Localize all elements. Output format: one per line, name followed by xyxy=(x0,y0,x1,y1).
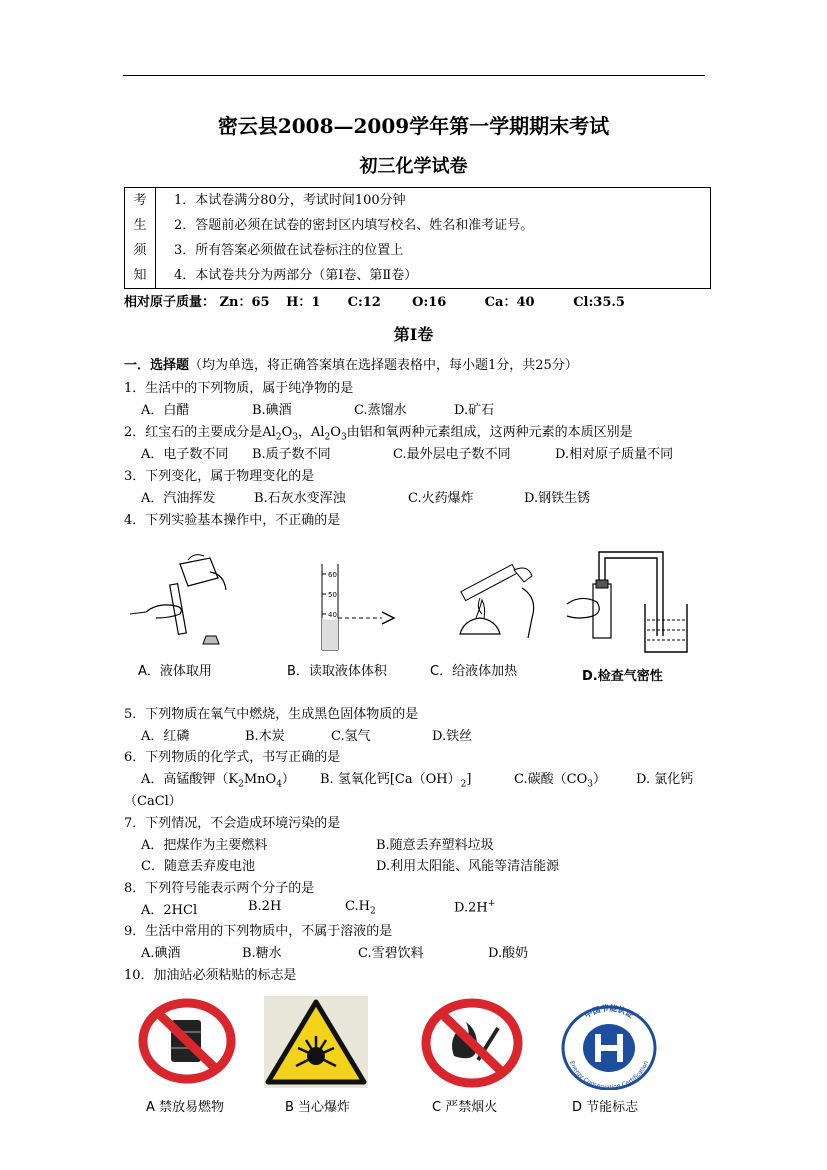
notice-items xyxy=(156,188,711,289)
q2-stem: 2．红宝石的主要成分是$Al_2O_3$，$Al_2O_3$由铝和氧两种元素组成，这两种元素的本质区别是 xyxy=(124,425,633,443)
q6-stem: 6．下列物质的化学式，书写正确的是 xyxy=(124,750,341,765)
q3-option-c[interactable]: C.火药爆炸 xyxy=(408,491,474,506)
q8-option-a[interactable]: A．2HCl xyxy=(141,903,198,918)
q3-stem: 3．下列变化，属于物理变化的是 xyxy=(124,469,315,484)
q3-option-d[interactable]: D.钢铁生锈 xyxy=(524,491,591,506)
q7-option-c[interactable]: C．随意丢弃废电池 xyxy=(141,859,255,874)
atomic-mass-h: H：1 xyxy=(286,295,321,310)
q5-stem: 5．下列物质在氧气中燃烧，生成黑色固体物质的是 xyxy=(124,707,419,722)
q6-option-d[interactable]: D. 氯化钙 xyxy=(636,772,694,787)
exam-subtitle: 初三化学试卷 xyxy=(359,156,468,177)
q3-option-b[interactable]: B.石灰水变浑浊 xyxy=(254,491,346,506)
q6-option-b[interactable]: B. 氢氧化钙$[Ca(OH)_2]$ xyxy=(320,772,472,790)
q5-option-d[interactable]: D.铁丝 xyxy=(432,729,473,744)
q9-option-a[interactable]: A.碘酒 xyxy=(141,946,181,961)
side-char: 知 xyxy=(133,268,147,283)
q7-option-a[interactable]: A．把煤作为主要燃料 xyxy=(141,838,268,853)
q6-option-d-cont: （CaCl） xyxy=(124,794,182,809)
q4-stem: 4．下列实验基本操作中，不正确的是 xyxy=(124,513,341,528)
section-intro-bold: 一．选择题 xyxy=(124,358,190,373)
q1-option-d[interactable]: D.矿石 xyxy=(454,403,495,418)
scale-label: 60 xyxy=(328,571,337,579)
q2-option-c[interactable]: C.最外层电子数不同 xyxy=(393,447,511,462)
q4-caption-a: A．液体取用 xyxy=(138,664,212,679)
q1-option-a[interactable]: A．白醋 xyxy=(141,403,190,418)
seal-top-text: 中国节能认证 xyxy=(582,1004,636,1021)
seal-bottom-text: Energy Conservation Certification xyxy=(568,1060,650,1090)
q7-option-d[interactable]: D.利用太阳能、风能等清洁能源 xyxy=(376,859,560,874)
exam-title: 密云县2008—2009学年第一学期期末考试 xyxy=(217,114,610,138)
q7-stem: 7．下列情况，不会造成环境污染的是 xyxy=(124,816,341,831)
q10-caption-b: B 当心爆炸 xyxy=(285,1100,351,1115)
q7-option-b[interactable]: B.随意丢弃塑料垃圾 xyxy=(376,838,494,853)
side-char: 须 xyxy=(133,243,147,258)
q6-option-c[interactable]: C.碳酸$(CO_3)$ xyxy=(514,772,606,790)
q3-option-a[interactable]: A．汽油挥发 xyxy=(141,491,216,506)
atomic-mass-c: C:12 xyxy=(347,295,381,310)
notice-side-label xyxy=(125,188,156,289)
q8-stem: 8．下列符号能表示两个分子的是 xyxy=(124,881,315,896)
q1-option-b[interactable]: B.碘酒 xyxy=(252,403,292,418)
heating-liquid-figure xyxy=(440,548,550,652)
no-flammables-sign-icon xyxy=(137,998,237,1084)
scale-label: 40 xyxy=(328,611,337,619)
q10-caption-d: D 节能标志 xyxy=(572,1100,639,1115)
q2-option-d[interactable]: D.相对原子质量不同 xyxy=(555,447,674,462)
atomic-mass-cl: Cl:35.5 xyxy=(573,295,625,310)
q6-option-a[interactable]: A．高锰酸钾$(K_2MnO_4)$ xyxy=(141,772,295,790)
atomic-mass-label: 相对原子质量： xyxy=(124,295,216,310)
atomic-mass-zn: Zn：65 xyxy=(219,295,270,310)
q10-caption-a: A 禁放易燃物 xyxy=(146,1100,225,1115)
explosion-warning-sign-icon xyxy=(264,996,368,1088)
energy-conservation-seal-icon xyxy=(556,1004,662,1090)
section-intro xyxy=(124,354,578,373)
side-char: 考 xyxy=(133,193,147,208)
atomic-mass-ca: Ca：40 xyxy=(484,295,535,310)
q5-option-a[interactable]: A．红磷 xyxy=(141,729,190,744)
q4-caption-c: C．给液体加热 xyxy=(430,664,518,679)
q10-caption-c: C 严禁烟火 xyxy=(432,1100,498,1115)
q10-stem: 10．加油站必须粘贴的标志是 xyxy=(124,968,297,983)
q2-option-b[interactable]: B.质子数不同 xyxy=(252,447,331,462)
q9-option-c[interactable]: C.雪碧饮料 xyxy=(358,946,424,961)
q4-caption-d: D.检查气密性 xyxy=(582,669,663,684)
q1-stem: 1．生活中的下列物质，属于纯净物的是 xyxy=(124,381,354,396)
q9-option-d[interactable]: D.酸奶 xyxy=(488,946,529,961)
liquid-pouring-figure xyxy=(126,552,246,652)
notice-item: 1．本试卷满分80分，考试时间100分钟 xyxy=(174,193,406,208)
notice-item: 4．本试卷共分为两部分（第Ⅰ卷、第Ⅱ卷） xyxy=(174,268,418,283)
q8-option-c[interactable]: $C.H_2$ xyxy=(345,899,376,917)
q1-option-c[interactable]: C.蒸馏水 xyxy=(354,403,407,418)
top-rule xyxy=(123,75,705,76)
q8-option-b[interactable]: B.2H xyxy=(248,899,282,914)
notice-item: 2．答题前必须在试卷的密封区内填写校名、姓名和准考证号。 xyxy=(174,218,534,233)
q9-stem: 9．生活中常用的下列物质中，不属于溶液的是 xyxy=(124,924,393,939)
atomic-mass-line xyxy=(124,291,625,310)
graduated-cylinder-figure xyxy=(310,562,420,652)
no-fire-sign-icon xyxy=(420,998,524,1088)
q4-caption-b: B．读取液体体积 xyxy=(287,664,387,679)
scale-label: 50 xyxy=(328,591,337,599)
q5-option-c[interactable]: C.氢气 xyxy=(331,729,371,744)
section-title: 第Ⅰ卷 xyxy=(393,325,434,344)
q5-option-b[interactable]: B.木炭 xyxy=(245,729,285,744)
q8-option-d[interactable]: D.2H+ xyxy=(454,899,496,916)
q2-option-a[interactable]: A．电子数不同 xyxy=(141,447,229,462)
side-char: 生 xyxy=(133,218,147,233)
q9-option-b[interactable]: B.糖水 xyxy=(242,946,282,961)
notice-item: 3．所有答案必须做在试卷标注的位置上 xyxy=(174,243,404,258)
airtightness-figure xyxy=(563,544,703,656)
atomic-mass-o: O:16 xyxy=(412,295,447,310)
section-intro-rest: （均为单选，将正确答案填在选择题表格中，每小题1分，共25分） xyxy=(189,358,578,373)
notice-box xyxy=(124,187,711,289)
